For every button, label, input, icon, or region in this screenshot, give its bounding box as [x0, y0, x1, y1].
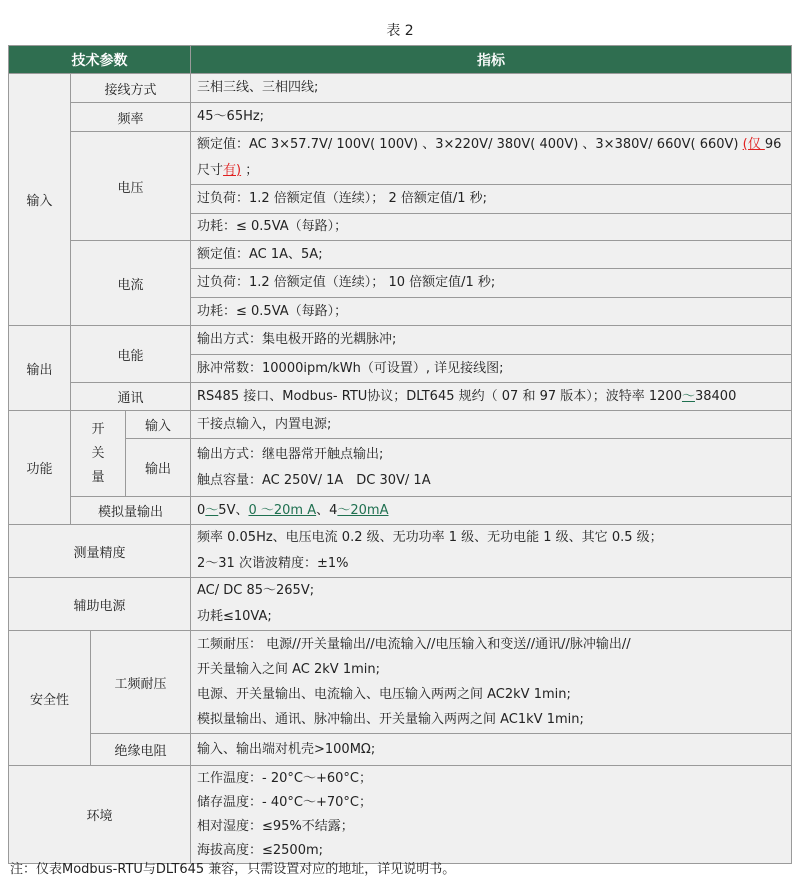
- spec-table: [8, 45, 792, 864]
- withstand-label: 工频耐压: [91, 631, 191, 734]
- text: 0: [197, 502, 206, 518]
- insulation-label: 绝缘电阻: [91, 734, 191, 766]
- text: 0 ～20m A: [248, 502, 317, 518]
- voltage-power: 功耗：≤ 0.5VA（每路）；: [191, 214, 792, 241]
- text: 5V、: [218, 502, 249, 518]
- switch-label: 开 关 量: [71, 411, 126, 497]
- header-spec: 指标: [191, 46, 792, 74]
- input-label: 输入: [9, 74, 71, 326]
- environment-label: 环境: [9, 766, 191, 864]
- accuracy-value: [191, 525, 792, 578]
- analog-label: 模拟量输出: [71, 497, 191, 525]
- current-power: 功耗：≤ 0.5VA（每路）；: [191, 298, 792, 326]
- sw-out-label: 输出: [126, 439, 191, 497]
- text: 频率 0.05Hz、电压电流 0.2 级、无功功率 1 级、无功电能 1 级、其它 0.5 级；: [197, 530, 663, 545]
- energy-label: 电能: [71, 326, 191, 383]
- text: 开关量输入之间 AC 2kV 1min;: [197, 662, 380, 677]
- text: 96 尺寸: [197, 137, 782, 178]
- text: 输出方式：继电器常开触点输出;: [197, 446, 384, 462]
- text: ～: [681, 388, 695, 404]
- text: 38400: [694, 388, 737, 404]
- table-header: [9, 46, 792, 74]
- text: 海拔高度：≤2500m;: [197, 842, 324, 858]
- freq-label: 频率: [71, 103, 191, 132]
- aux-power-label: 辅助电源: [9, 578, 191, 631]
- current-overload: 过负荷：1.2 倍额定值（连续）； 10 倍额定值/1 秒;: [191, 269, 792, 298]
- table-caption: 表 2: [386, 23, 414, 39]
- aux-power-value: [191, 578, 792, 631]
- text: ；: [241, 163, 259, 178]
- voltage-overload: 过负荷：1.2 倍额定值（连续）； 2 倍额定值/1 秒;: [191, 185, 792, 214]
- comm-value: [191, 383, 792, 411]
- current-rated: 额定值：AC 1A、5A;: [191, 241, 792, 269]
- text: 工作温度：- 20°C～+60°C；: [197, 770, 372, 786]
- sw-in-value: 干接点输入，内置电源;: [191, 411, 792, 439]
- text: 工频耐压： 电源//开关量输出//电流输入//电压输入和变送//通讯//脉冲输出//: [197, 637, 631, 652]
- footnote: 注：仪表Modbus-RTU与DLT645 兼容，只需设置对应的地址，详见说明书。: [10, 862, 456, 877]
- text: ～20mA: [337, 502, 389, 518]
- text: ～: [205, 502, 219, 518]
- note-red: (仅: [742, 137, 765, 152]
- function-label: 功能: [9, 411, 71, 525]
- header-param: 技术参数: [9, 46, 191, 74]
- text: 额定值：AC 3×57.7V/ 100V( 100V) 、3×220V/ 380V( 400V) 、3×380V/ 660V( 660V): [197, 137, 743, 152]
- safety-label: 安全性: [9, 631, 91, 766]
- environment-value: [191, 766, 792, 864]
- text: RS485 接口、Modbus- RTU协议；DLT645 规约（ 07 和 97 版本）；波特率 1200: [197, 388, 682, 404]
- current-label: 电流: [71, 241, 191, 326]
- analog-value: [191, 497, 792, 525]
- text: 相对湿度：≤95%不结露；: [197, 818, 354, 834]
- sw-in-label: 输入: [126, 411, 191, 439]
- sw-out-value: [191, 439, 792, 497]
- wiring-label: 接线方式: [71, 74, 191, 103]
- text: AC/ DC 85～265V;: [197, 583, 315, 598]
- text: 储存温度：- 40°C～+70°C；: [197, 794, 372, 810]
- note-red: 有): [223, 163, 242, 178]
- comm-label: 通讯: [71, 383, 191, 411]
- voltage-label: 电压: [71, 132, 191, 241]
- text: 2～31 次谐波精度：±1%: [197, 556, 349, 571]
- output-label: 输出: [9, 326, 71, 411]
- withstand-value: [191, 631, 792, 734]
- text: 功耗≤10VA;: [197, 609, 272, 624]
- text: 触点容量：AC 250V/ 1A DC 30V/ 1A: [197, 472, 431, 488]
- text: 模拟量输出、通讯、脉冲输出、开关量输入两两之间 AC1kV 1min;: [197, 712, 584, 727]
- energy-const: 脉冲常数：10000ipm/kWh（可设置）, 详见接线图;: [191, 355, 792, 383]
- wiring-value: 三相三线、三相四线;: [191, 74, 792, 103]
- text: 电源、开关量输出、电流输入、电压输入两两之间 AC2kV 1min;: [197, 687, 571, 702]
- insulation-value: 输入、输出端对机壳>100MΩ;: [191, 734, 792, 766]
- voltage-rated: [191, 132, 792, 185]
- freq-value: 45～65Hz;: [191, 103, 792, 132]
- accuracy-label: 测量精度: [9, 525, 191, 578]
- text: 、4: [316, 502, 338, 518]
- energy-mode: 输出方式：集电极开路的光耦脉冲;: [191, 326, 792, 355]
